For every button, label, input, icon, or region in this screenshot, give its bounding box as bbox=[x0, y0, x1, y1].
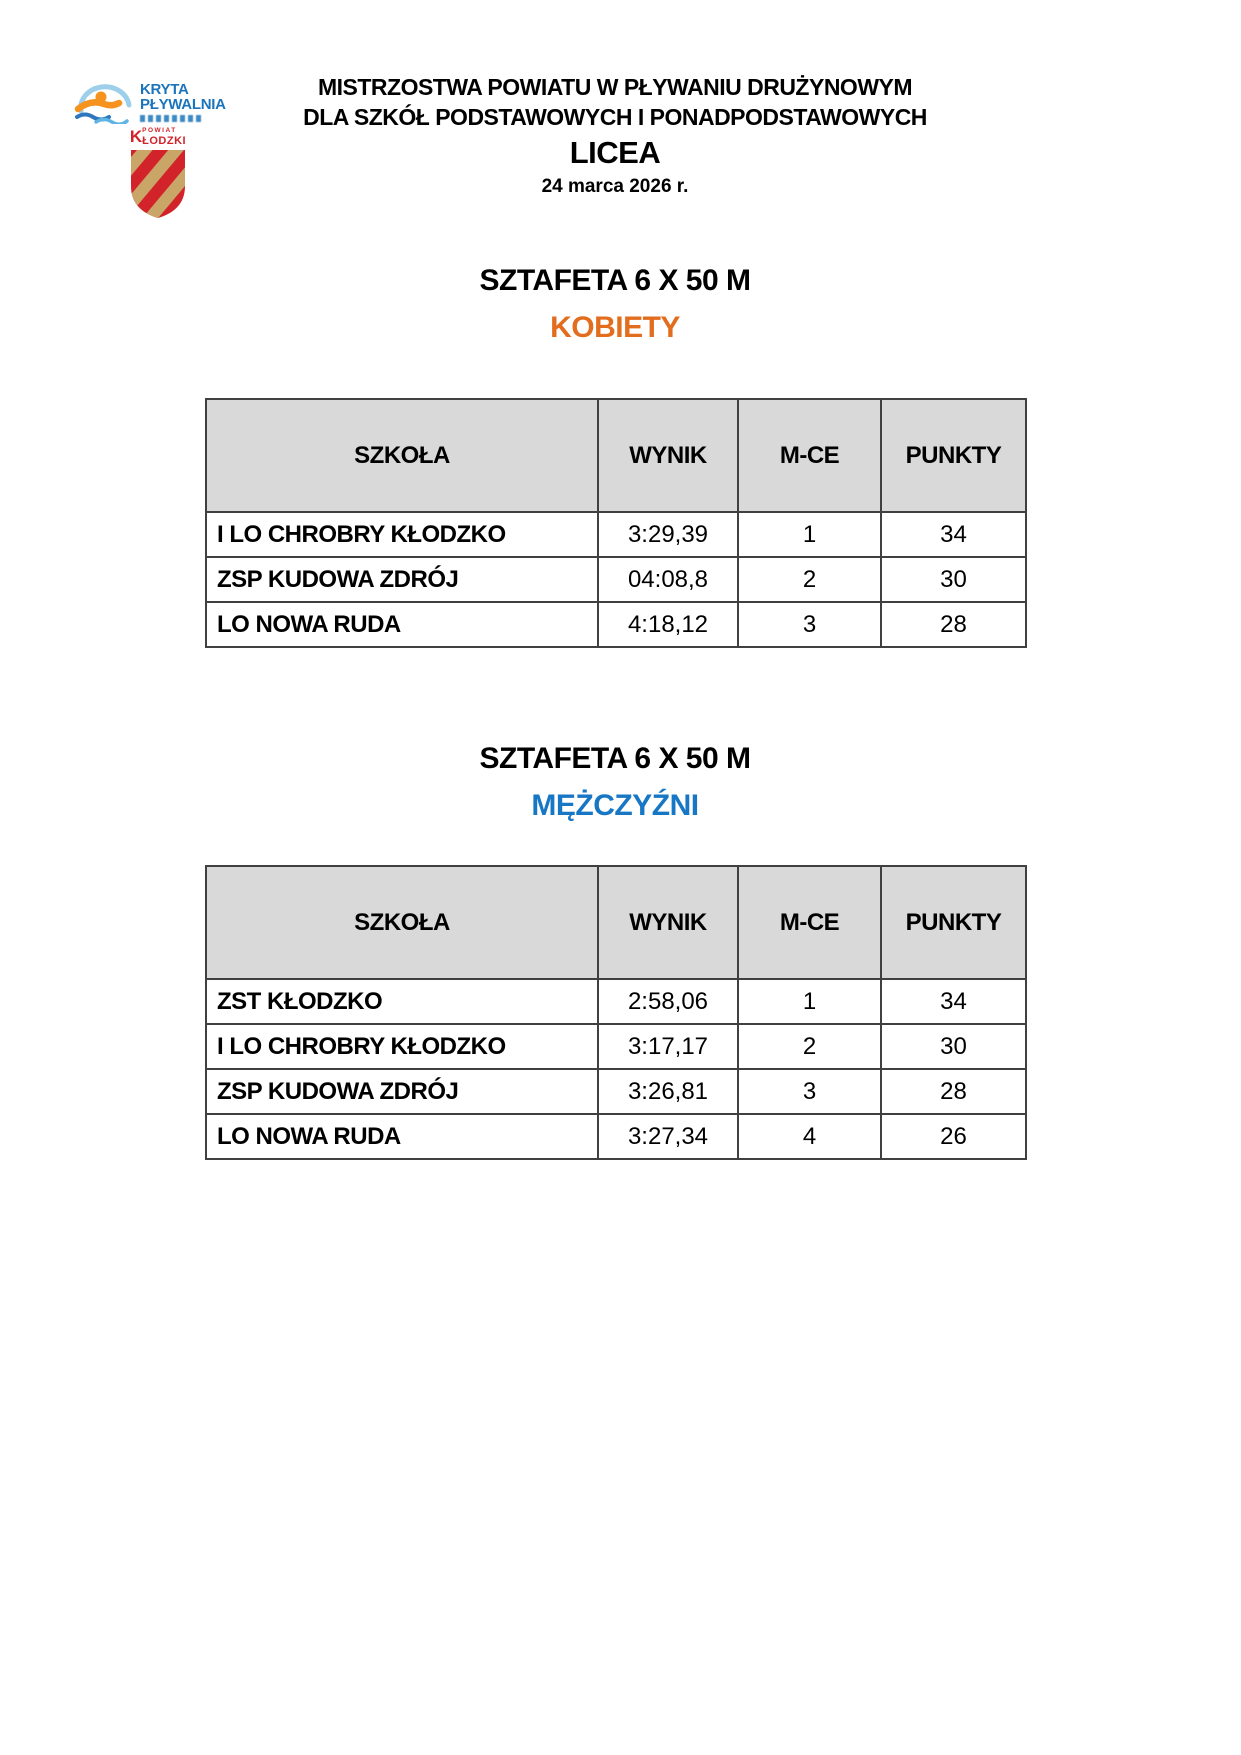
table-row bbox=[206, 1024, 1026, 1069]
table-row bbox=[206, 602, 1026, 647]
place-cell: 3 bbox=[738, 1069, 881, 1114]
place-cell: 4 bbox=[738, 1114, 881, 1159]
pool-name-line1: KRYTA bbox=[140, 81, 189, 98]
school-cell: ZSP KUDOWA ZDRÓJ bbox=[206, 557, 598, 602]
crest-word-powiat: POWIAT bbox=[142, 127, 177, 134]
column-header-school: SZKOŁA bbox=[206, 399, 598, 512]
column-header-result: WYNIK bbox=[598, 399, 738, 512]
event-date: 24 marca 2026 r. bbox=[541, 176, 689, 197]
doc-title-line1: MISTRZOSTWA POWIATU W PŁYWANIU DRUŻYNOWYM bbox=[317, 74, 913, 100]
section-subtitle-mezczyzni: MĘŻCZYŹNI bbox=[531, 789, 699, 822]
points-cell: 26 bbox=[881, 1114, 1026, 1159]
table-row bbox=[206, 557, 1026, 602]
results-table-mezczyzni bbox=[205, 865, 1027, 1160]
section-subtitle-kobiety: KOBIETY bbox=[550, 311, 680, 344]
table-header-row bbox=[206, 399, 1026, 512]
result-cell: 4:18,12 bbox=[598, 602, 738, 647]
school-cell: LO NOWA RUDA bbox=[206, 602, 598, 647]
section-title: SZTAFETA 6 X 50 M bbox=[479, 264, 751, 297]
table-row bbox=[206, 1069, 1026, 1114]
place-cell: 3 bbox=[738, 602, 881, 647]
column-header-result: WYNIK bbox=[598, 866, 738, 979]
school-cell: I LO CHROBRY KŁODZKO bbox=[206, 1024, 598, 1069]
column-header-place: M-CE bbox=[738, 866, 881, 979]
points-cell: 34 bbox=[881, 979, 1026, 1024]
result-cell: 3:27,34 bbox=[598, 1114, 738, 1159]
points-cell: 30 bbox=[881, 1024, 1026, 1069]
points-cell: 30 bbox=[881, 557, 1026, 602]
table-header-row bbox=[206, 866, 1026, 979]
place-cell: 2 bbox=[738, 557, 881, 602]
column-header-place: M-CE bbox=[738, 399, 881, 512]
school-cell: ZSP KUDOWA ZDRÓJ bbox=[206, 1069, 598, 1114]
column-header-points: PUNKTY bbox=[881, 866, 1026, 979]
place-cell: 1 bbox=[738, 512, 881, 557]
crest-word-lodzki: ŁODZKI bbox=[142, 134, 187, 147]
school-cell: I LO CHROBRY KŁODZKO bbox=[206, 512, 598, 557]
crest-shield-icon bbox=[129, 148, 187, 220]
pool-name-line2: PŁYWALNIA bbox=[140, 96, 226, 113]
result-cell: 04:08,8 bbox=[598, 557, 738, 602]
crest-initial: K bbox=[129, 127, 143, 146]
section-title: SZTAFETA 6 X 50 M bbox=[479, 742, 751, 775]
column-header-school: SZKOŁA bbox=[206, 866, 598, 979]
document-header bbox=[205, 72, 1025, 200]
table-row bbox=[206, 512, 1026, 557]
results-table-kobiety bbox=[205, 398, 1027, 648]
doc-title-line2: DLA SZKÓŁ PODSTAWOWYCH I PONADPODSTAWOWYCH bbox=[303, 104, 927, 130]
result-cell: 3:26,81 bbox=[598, 1069, 738, 1114]
school-cell: LO NOWA RUDA bbox=[206, 1114, 598, 1159]
section-head-mezczyzni bbox=[205, 740, 1025, 825]
column-header-points: PUNKTY bbox=[881, 399, 1026, 512]
section-head-kobiety bbox=[205, 262, 1025, 347]
points-cell: 28 bbox=[881, 602, 1026, 647]
powiat-klodzki-crest bbox=[120, 128, 196, 220]
result-cell: 3:29,39 bbox=[598, 512, 738, 557]
doc-category: LICEA bbox=[569, 135, 661, 170]
place-cell: 2 bbox=[738, 1024, 881, 1069]
crest-title bbox=[120, 128, 196, 147]
points-cell: 28 bbox=[881, 1069, 1026, 1114]
points-cell: 34 bbox=[881, 512, 1026, 557]
school-cell: ZST KŁODZKO bbox=[206, 979, 598, 1024]
table-row bbox=[206, 979, 1026, 1024]
table-row bbox=[206, 1114, 1026, 1159]
result-cell: 3:17,17 bbox=[598, 1024, 738, 1069]
kryta-plywalnia-logo bbox=[66, 74, 226, 219]
place-cell: 1 bbox=[738, 979, 881, 1024]
pool-subtext-illegible bbox=[140, 115, 202, 122]
result-cell: 2:58,06 bbox=[598, 979, 738, 1024]
swimmer-icon bbox=[74, 76, 134, 124]
